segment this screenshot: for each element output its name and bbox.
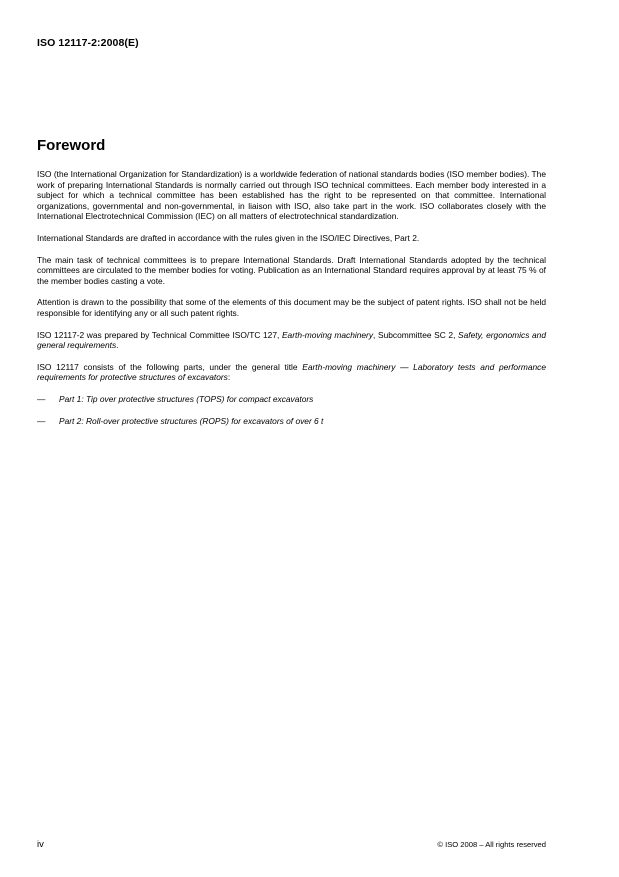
document-id: ISO 12117-2:2008(E) [37, 37, 139, 49]
copyright-notice: © ISO 2008 – All rights reserved [437, 840, 546, 849]
page-title: Foreword [37, 137, 106, 154]
list-item-part-1 [37, 394, 546, 405]
prepared-by-text-3: . [116, 340, 119, 351]
paragraph-committees: The main task of technical committees is to prepare International Standards. Draft International Standards adopted by the technical committees are circulated to the member bodies for voting. Publication as an International Standard requires approval by at least 75 % of the member bodies casting a vote. [37, 254, 546, 286]
parts-intro-text-1: ISO 12117 consists of the following parts, under the general title [37, 361, 303, 372]
paragraph-iso-intro: ISO (the International Organization for Standardization) is a worldwide federation of national standards bodies (ISO member bodies). The work of preparing International Standards is normally carried out through ISO technical committees. Each member body interested in a subject for which a technical committee has been established has the right to be represented on that committee. International organizations, governmental and non-governmental, in liaison with ISO, also take part in the work. ISO collaborates closely with the International Electrotechnical Commission (IEC) on all matters of electrotechnical standardization. [37, 169, 546, 222]
prepared-by-subcommittee-title: Safety, ergonomics and general requirements [37, 329, 547, 351]
parts-general-title: Earth-moving machinery — Laboratory tests and performance requirements for protective structures of excavators [37, 361, 546, 383]
list-dash: — [37, 393, 46, 404]
paragraph-parts-intro [37, 362, 546, 383]
list-item-text: Part 1: Tip over protective structures (TOPS) for compact excavators [59, 393, 314, 404]
list-dash: — [37, 415, 46, 426]
paragraph-patent-rights: Attention is drawn to the possibility that some of the elements of this document may be the subject of patent rights. ISO shall not be held responsible for identifying any or all such patent rights. [37, 297, 546, 318]
foreword-body [37, 169, 546, 437]
prepared-by-committee-title: Earth-moving machinery [281, 329, 374, 340]
parts-intro-text-2: : [227, 372, 231, 383]
page-number: iv [37, 839, 44, 850]
prepared-by-text-1: ISO 12117-2 was prepared by Technical Committee ISO/TC 127, [37, 329, 282, 340]
list-item-text: Part 2: Roll-over protective structures (ROPS) for excavators of over 6 t [59, 415, 324, 426]
list-item-part-2 [37, 416, 546, 427]
paragraph-directives: International Standards are drafted in accordance with the rules given in the ISO/IEC Directives, Part 2. [37, 232, 420, 243]
prepared-by-text-2: , Subcommittee SC 2, [373, 329, 459, 340]
paragraph-prepared-by [37, 330, 546, 351]
